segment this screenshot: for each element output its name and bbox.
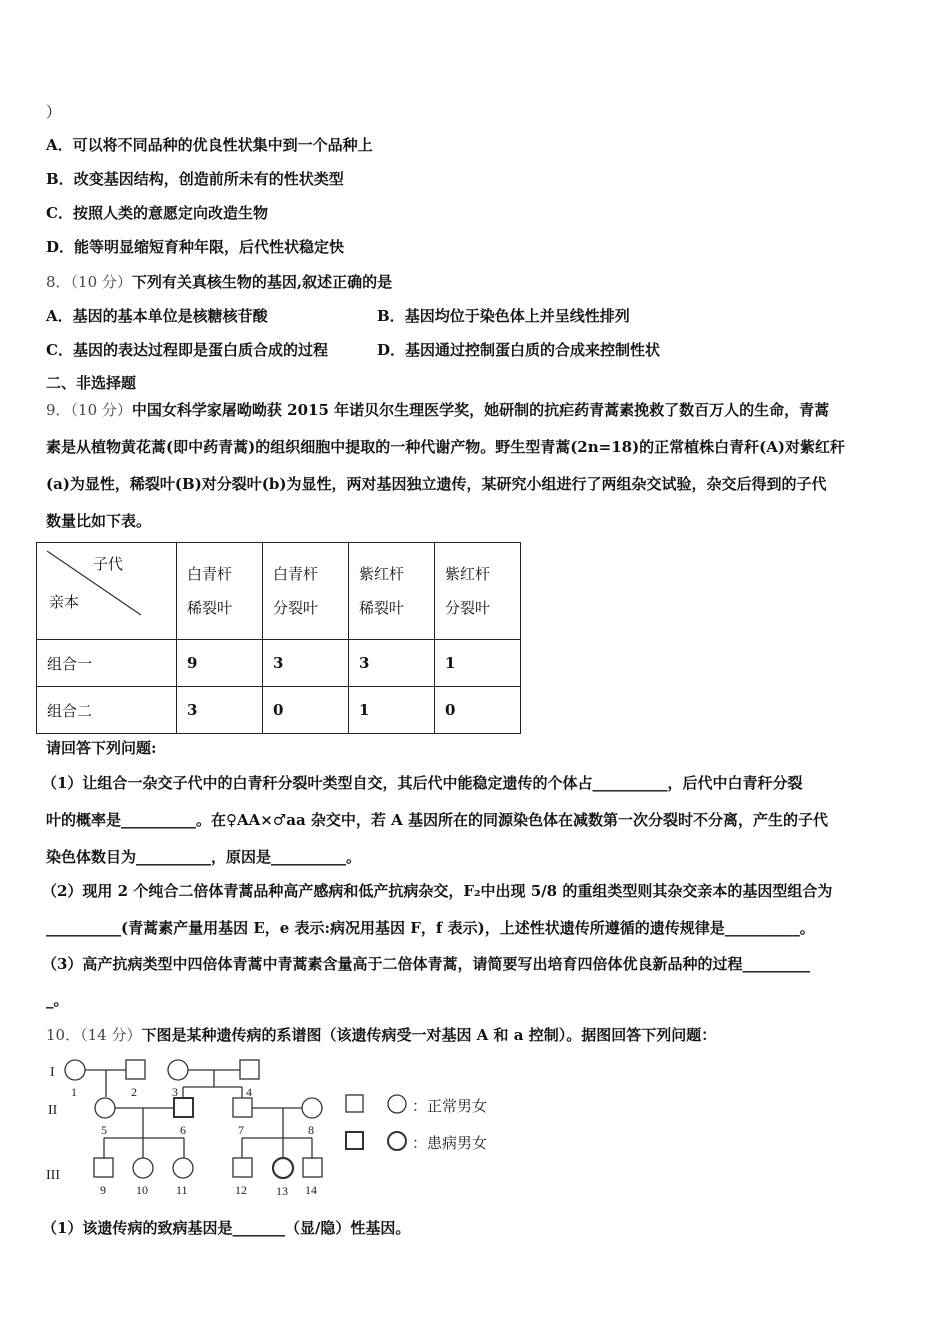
q9-line-4: 数量比如下表。 — [46, 512, 152, 530]
q9-prompt: 请回答下列问题: — [46, 739, 157, 757]
column-header — [435, 543, 521, 640]
question-number: 8．（10 分） — [46, 273, 132, 291]
table-header-row — [37, 543, 521, 640]
option-text: 按照人类的意愿定向改造生物 — [72, 204, 268, 222]
q9-line-1 — [46, 400, 829, 420]
row-label: 组合二 — [37, 687, 177, 734]
q9-line-3: (a)为显性，稀裂叶(B)对分裂叶(b)为显性，两对基因独立遗传，某研究小组进行了两组杂交试验，杂交后得到的子代 — [46, 475, 827, 493]
option-letter: D． — [377, 341, 406, 359]
header-line: 紫红杆 — [445, 565, 491, 583]
generation-label: I — [50, 1065, 55, 1080]
option-text: 基因均位于染色体上并呈线性排列 — [404, 307, 630, 325]
option-text: 改变基因结构，创造前所未有的性状类型 — [73, 170, 344, 188]
individual-number: 10 — [136, 1183, 148, 1197]
table-corner-cell — [37, 543, 177, 640]
individual-number: 4 — [246, 1085, 252, 1099]
individual-1 — [65, 1060, 85, 1080]
option-letter: A． — [46, 136, 73, 154]
table-cell: 1 — [349, 687, 435, 734]
q7-paren: ） — [46, 103, 62, 121]
individual-3 — [168, 1060, 188, 1080]
q9-sub-1a: （1）让组合一杂交子代中的白青秆分裂叶类型自交，其后代中能稳定遗传的个体占__________，后代中白青秆分裂 — [42, 774, 803, 792]
header-line: 稀裂叶 — [359, 599, 405, 617]
section-heading: 二、非选择题 — [46, 374, 137, 392]
individual-number: 7 — [238, 1123, 244, 1137]
q9-sub-1c: 染色体数目为__________，原因是__________。 — [46, 848, 362, 866]
generation-label: II — [48, 1103, 58, 1118]
table-cell: 3 — [349, 640, 435, 687]
q8-stem — [46, 272, 392, 292]
table-cell: 0 — [263, 687, 349, 734]
generation-label: III — [46, 1168, 60, 1183]
q10-sub-1: （1）该遗传病的致病基因是_______（显/隐）性基因。 — [42, 1219, 411, 1237]
option-letter: C． — [46, 204, 73, 222]
question-number: 9．（10 分） — [46, 401, 132, 419]
individual-10 — [133, 1158, 153, 1178]
individual-number: 13 — [276, 1184, 288, 1198]
pedigree-legend — [346, 1095, 406, 1150]
option-letter: C． — [46, 341, 73, 359]
q9-sub-3b: _。 — [46, 991, 69, 1009]
individual-6 — [174, 1098, 193, 1117]
row-label: 组合一 — [37, 640, 177, 687]
individual-9 — [94, 1158, 113, 1177]
q9-sub-2a: （2）现用 2 个纯合二倍体青蒿品种高产感病和低产抗病杂交，F₂中出现 5/8 的重组类型则其杂交亲本的基因型组合为 — [42, 882, 833, 900]
header-line: 紫红杆 — [359, 565, 405, 583]
option-text: 能等明显缩短育种年限，后代性状稳定快 — [74, 238, 345, 256]
individual-number: 6 — [180, 1123, 186, 1137]
header-line: 分裂叶 — [445, 599, 491, 617]
option-letter: D． — [46, 238, 75, 256]
option-letter: B． — [377, 307, 405, 325]
header-line: 稀裂叶 — [187, 599, 233, 617]
q9-sub-2b: __________(青蒿素产量用基因 E，e 表示:病况用基因 F，f 表示)，上述性状遗传所遵循的遗传规律是__________。 — [46, 919, 815, 937]
legend-normal-female-icon — [388, 1095, 406, 1113]
q9-sub-3a: （3）高产抗病类型中四倍体青蒿中青蒿素含量高于二倍体青蒿，请简要写出培育四倍体优良新品种的过程_________ — [42, 955, 810, 973]
individual-number: 14 — [305, 1183, 317, 1197]
question-text: 下图是某种遗传病的系谱图（该遗传病受一对基因 A 和 a 控制）。据图回答下列问题： — [141, 1026, 717, 1044]
table-cell: 1 — [435, 640, 521, 687]
q9-line-2: 素是从植物黄花蒿(即中药青蒿)的组织细胞中提取的一种代谢产物。野生型青蒿(2n=18)的正常植株白青秆(A)对紫红秆 — [46, 438, 846, 456]
table-row — [37, 687, 521, 734]
option-text: 可以将不同品种的优良性状集中到一个品种上 — [72, 136, 373, 154]
individual-12 — [233, 1158, 252, 1177]
q7-option-b — [46, 169, 344, 189]
individual-14 — [303, 1158, 322, 1177]
column-header — [263, 543, 349, 640]
q8-option-a — [46, 306, 268, 326]
offspring-ratio-table — [36, 542, 521, 734]
q8-option-d — [377, 340, 660, 360]
corner-parent-label: 亲本 — [49, 593, 80, 611]
individual-number: 5 — [101, 1123, 107, 1137]
table-cell: 9 — [177, 640, 263, 687]
q7-option-d — [46, 237, 344, 257]
individual-number: 11 — [176, 1183, 188, 1197]
individual-7 — [233, 1098, 252, 1117]
q8-option-b — [377, 306, 630, 326]
legend-normal-label: ：正常男女 — [412, 1097, 488, 1115]
legend-affected-female-icon — [388, 1132, 406, 1150]
question-text: 中国女科学家屠呦呦获 2015 年诺贝尔生理医学奖，她研制的抗疟药青蒿素挽救了数百万人的生命，青蒿 — [131, 401, 830, 419]
column-header — [177, 543, 263, 640]
pedigree-chart — [0, 1050, 520, 1200]
legend-affected-label: ：患病男女 — [412, 1134, 488, 1152]
header-line: 白青杆 — [187, 565, 233, 583]
column-header — [349, 543, 435, 640]
individual-2 — [126, 1060, 145, 1079]
individual-number: 1 — [71, 1085, 77, 1099]
legend-affected-male-icon — [346, 1132, 363, 1149]
individual-13 — [273, 1158, 293, 1178]
individual-4 — [240, 1060, 259, 1079]
individual-number: 3 — [172, 1085, 178, 1099]
question-number: 10．（14 分） — [46, 1026, 142, 1044]
table-cell: 3 — [177, 687, 263, 734]
option-letter: A． — [46, 307, 73, 325]
legend-normal-male-icon — [346, 1095, 363, 1112]
q9-sub-1b: 叶的概率是__________。在♀AA×♂aa 杂交中，若 A 基因所在的同源染色体在减数第一次分裂时不分离，产生的子代 — [46, 811, 829, 829]
option-text: 基因通过控制蛋白质的合成来控制性状 — [405, 341, 661, 359]
corner-offspring-label: 子代 — [93, 555, 124, 573]
q7-option-a — [46, 135, 373, 155]
q7-option-c — [46, 203, 268, 223]
individual-number: 12 — [235, 1183, 247, 1197]
header-line: 白青杆 — [273, 565, 319, 583]
individual-number: 8 — [308, 1123, 314, 1137]
question-text: 下列有关真核生物的基因,叙述正确的是 — [131, 273, 393, 291]
q10-stem — [46, 1025, 716, 1045]
option-letter: B． — [46, 170, 74, 188]
individual-11 — [173, 1158, 193, 1178]
option-text: 基因的基本单位是核糖核苷酸 — [72, 307, 268, 325]
q8-option-c — [46, 340, 328, 360]
option-text: 基因的表达过程即是蛋白质合成的过程 — [72, 341, 328, 359]
table-cell: 0 — [435, 687, 521, 734]
individual-number: 2 — [131, 1085, 137, 1099]
header-line: 分裂叶 — [273, 599, 319, 617]
individual-8 — [302, 1098, 322, 1118]
individual-number: 9 — [100, 1183, 106, 1197]
individual-5 — [95, 1098, 115, 1118]
table-cell: 3 — [263, 640, 349, 687]
table-row — [37, 640, 521, 687]
